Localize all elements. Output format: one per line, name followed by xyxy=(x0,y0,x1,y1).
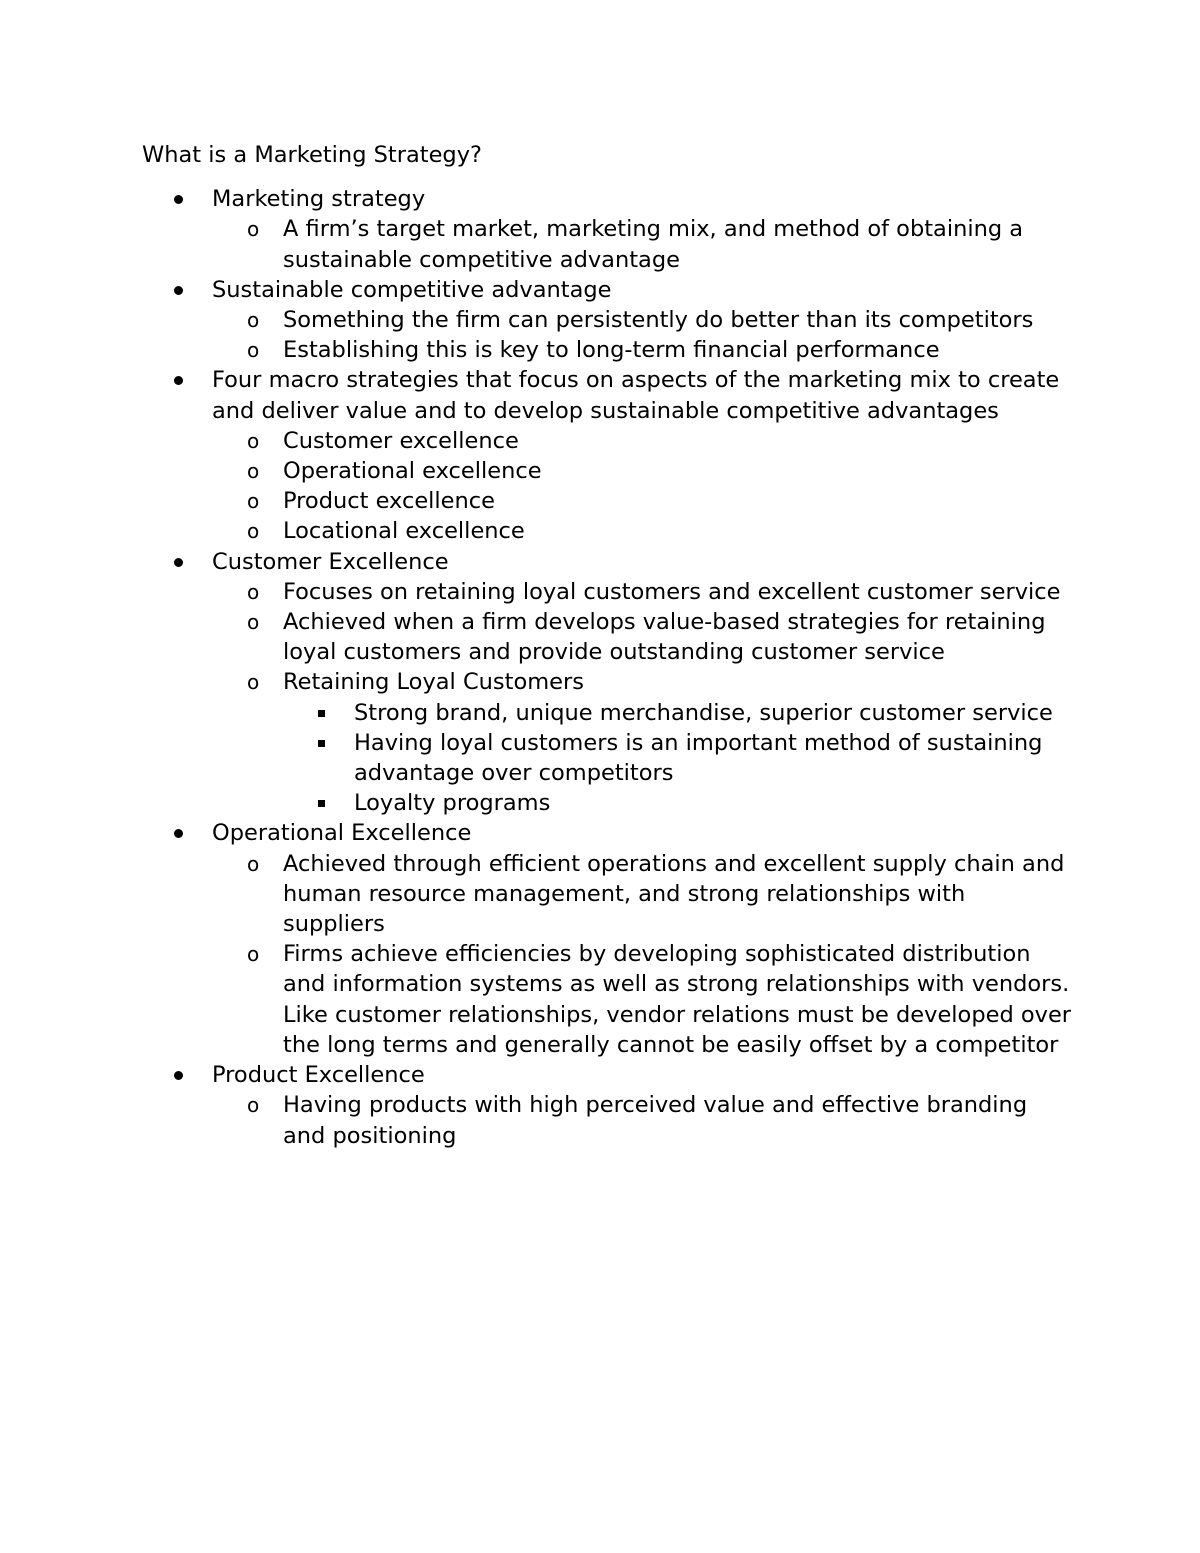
circle-bullet-icon: o xyxy=(247,579,260,604)
sub-item-text: A firm’s target market, marketing mix, and method of obtaining a sustainable competitive advantage xyxy=(283,216,1024,273)
outline-item-product-excellence xyxy=(142,1060,1072,1151)
outline-item-operational-excellence xyxy=(142,818,1072,1060)
circle-bullet-icon: o xyxy=(247,519,260,544)
circle-bullet-icon: o xyxy=(247,851,260,876)
sub-outline xyxy=(212,214,1072,274)
sub-sub-item xyxy=(283,698,1072,728)
disc-bullet-icon xyxy=(174,376,183,385)
disc-bullet-icon xyxy=(174,829,183,838)
outline-item-label: Marketing strategy xyxy=(212,186,426,213)
outline-item-customer-excellence xyxy=(142,547,1072,819)
sub-item xyxy=(212,335,1072,365)
disc-bullet-icon xyxy=(174,195,183,204)
disc-bullet-icon xyxy=(174,558,183,567)
sub-item xyxy=(212,1090,1072,1150)
sub-item-text: Locational excellence xyxy=(283,518,525,545)
circle-bullet-icon: o xyxy=(247,489,260,514)
main-outline xyxy=(142,184,1072,1151)
document-content xyxy=(142,140,1072,1151)
sub-item xyxy=(212,607,1072,667)
sub-item-text: Achieved through efficient operations and excellent supply chain and human resource management, and strong relationships with suppliers xyxy=(283,850,1065,938)
circle-bullet-icon: o xyxy=(247,459,260,484)
sub-item-text: Having products with high perceived value and effective branding and positioning xyxy=(283,1092,1028,1149)
sub-outline xyxy=(212,577,1072,819)
outline-item-four-macro-strategies xyxy=(142,365,1072,546)
sub-item xyxy=(212,305,1072,335)
sub-sub-item-text: Strong brand, unique merchandise, superior customer service xyxy=(354,699,1053,726)
sub-item-text: Something the firm can persistently do better than its competitors xyxy=(283,307,1034,334)
outline-item-label: Four macro strategies that focus on aspects of the marketing mix to create and deliver value and to develop sustainable competitive advantages xyxy=(212,367,1060,424)
sub-outline xyxy=(212,305,1072,365)
sub-item-text: Operational excellence xyxy=(283,458,542,485)
sub-item xyxy=(212,667,1072,818)
disc-bullet-icon xyxy=(174,286,183,295)
outline-item-marketing-strategy xyxy=(142,184,1072,275)
sub-item-text: Establishing this is key to long-term financial performance xyxy=(283,337,940,364)
circle-bullet-icon: o xyxy=(247,670,260,695)
sub-sub-item xyxy=(283,728,1072,788)
sub-item xyxy=(212,939,1072,1060)
circle-bullet-icon: o xyxy=(247,217,260,242)
sub-item xyxy=(212,849,1072,940)
circle-bullet-icon: o xyxy=(247,338,260,363)
square-bullet-icon xyxy=(318,710,325,717)
sub-item-text: Retaining Loyal Customers xyxy=(283,669,584,696)
square-bullet-icon xyxy=(318,740,325,747)
disc-bullet-icon xyxy=(174,1071,183,1080)
sub-item-text: Customer excellence xyxy=(283,427,519,454)
sub-sub-item-text: Loyalty programs xyxy=(354,790,551,817)
sub-item xyxy=(212,516,1072,546)
circle-bullet-icon: o xyxy=(247,308,260,333)
sub-sub-item xyxy=(283,788,1072,818)
document-title: What is a Marketing Strategy? xyxy=(142,142,482,168)
circle-bullet-icon: o xyxy=(247,428,260,453)
sub-item xyxy=(212,486,1072,516)
circle-bullet-icon: o xyxy=(247,1093,260,1118)
sub-item xyxy=(212,456,1072,486)
square-bullet-icon xyxy=(318,800,325,807)
sub-item-text: Focuses on retaining loyal customers and excellent customer service xyxy=(283,578,1061,605)
sub-outline xyxy=(212,426,1072,547)
sub-item-text: Firms achieve efficiencies by developing sophisticated distribution and information systems as well as strong relationships with vendors. Like customer relationships, vendor relations must be developed over the long terms and generally cannot be easily offset by a competitor xyxy=(283,941,1072,1058)
sub-item-text: Achieved when a firm develops value-based strategies for retaining loyal customers and provide outstanding customer service xyxy=(283,609,1046,666)
sub-item xyxy=(212,426,1072,456)
sub-item xyxy=(212,577,1072,607)
sub-sub-outline xyxy=(283,698,1072,819)
outline-item-label: Operational Excellence xyxy=(212,820,472,847)
outline-item-label: Product Excellence xyxy=(212,1062,425,1089)
sub-item-text: Product excellence xyxy=(283,488,495,515)
outline-item-label: Customer Excellence xyxy=(212,548,449,575)
outline-item-sustainable-competitive-advantage xyxy=(142,275,1072,366)
sub-sub-item-text: Having loyal customers is an important method of sustaining advantage over competitors xyxy=(354,729,1043,787)
circle-bullet-icon: o xyxy=(247,942,260,967)
sub-outline xyxy=(212,849,1072,1060)
outline-item-label: Sustainable competitive advantage xyxy=(212,276,612,303)
circle-bullet-icon: o xyxy=(247,610,260,635)
sub-item xyxy=(212,214,1072,274)
sub-outline xyxy=(212,1090,1072,1150)
